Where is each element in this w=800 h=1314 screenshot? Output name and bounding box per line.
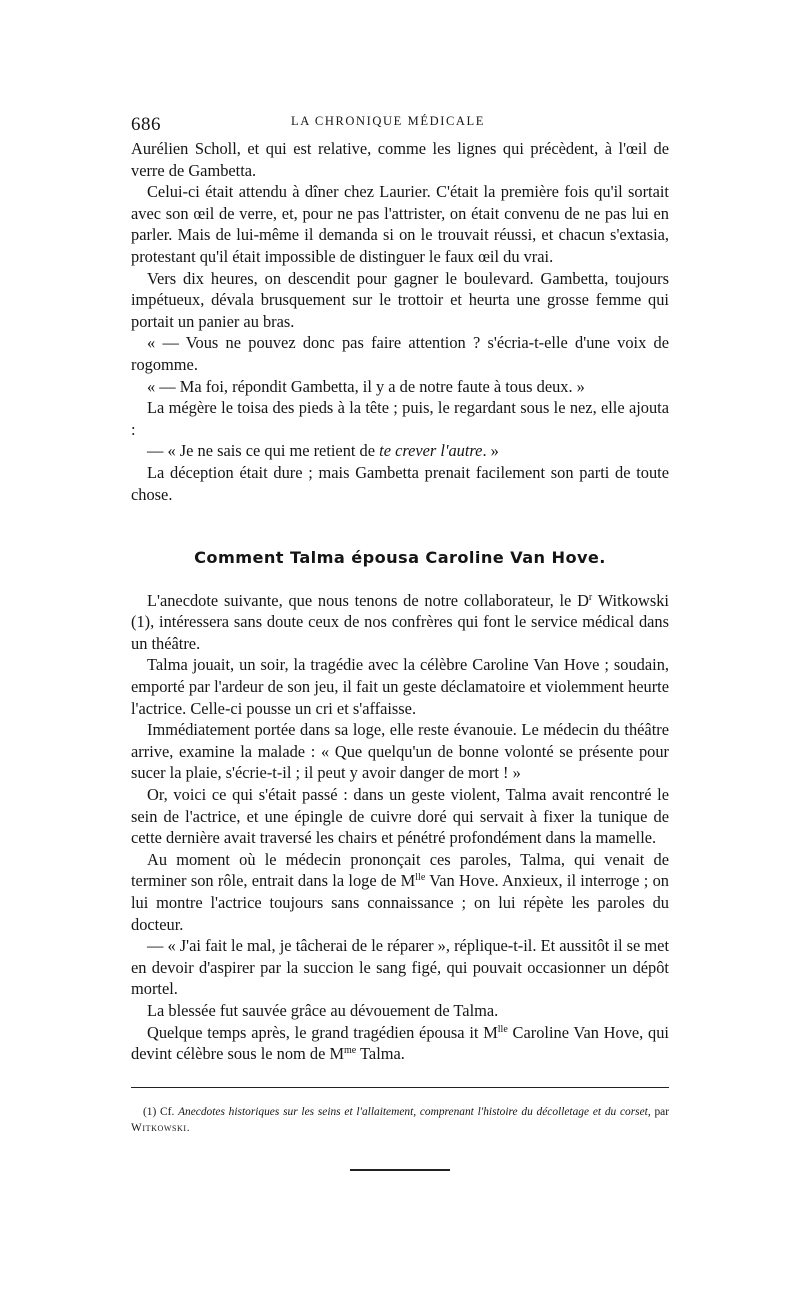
paragraph: — « J'ai fait le mal, je tâcherai de le réparer », réplique-t-il. Et aussitôt il se met en devoir d'aspirer par la succion le sang figé, qui pouvait occasionner un dépôt mortel. <box>131 936 669 999</box>
paragraph: Aurélien Scholl, et qui est relative, comme les lignes qui précèdent, à l'œil de verre de Gambetta. <box>131 139 669 180</box>
article-body <box>131 138 669 1065</box>
paragraph: La mégère le toisa des pieds à la tête ; puis, le regardant sous le nez, elle ajouta : <box>131 398 669 439</box>
intro-sup: r <box>588 591 593 603</box>
medecin-before: Au moment où le médecin prononçait ces paroles, Talma, qui venait de terminer son rôle, entrait dans la loge de M <box>131 849 669 891</box>
footnote-marker: (1) Cf. <box>143 1105 179 1118</box>
paragraph <box>131 1022 669 1065</box>
book-page <box>131 108 669 1171</box>
medecin-after: Van Hove. Anxieux, il interroge ; on lui montre l'actrice toujours sans connaissance ; on lui répète les paroles du docteur. <box>131 871 669 934</box>
paragraph: Vers dix heures, on descendit pour gagner le boulevard. Gambetta, toujours impétueux, dévala brusquement sur le trottoir et heurta une grosse femme qui portait un panier au bras. <box>131 268 669 331</box>
page-number: 686 <box>131 114 161 135</box>
quote-line <box>131 440 669 462</box>
footnote-by: par <box>650 1105 669 1118</box>
final-part1: Quelque temps après, le grand tragédien épousa it M <box>147 1022 498 1042</box>
final-part2: Caroline Van Hove, qui devint célèbre sous le nom de M <box>131 1022 669 1064</box>
footnote-title: Anecdotes historiques sur les seins et l'allaitement, comprenant l'histoire du décolletage et du corset, <box>178 1105 651 1118</box>
running-title: LA CHRONIQUE MÉDICALE <box>291 114 486 128</box>
paragraph: Immédiatement portée dans sa loge, elle reste évanouie. Le médecin du théâtre arrive, examine la malade : « Que quelqu'un de bonne volonté se présente pour sucer la plaie, s'écrie-t-il ; il peut y avoir danger de mort ! » <box>131 720 669 783</box>
quote-before: — « Je ne sais ce qui me retient de <box>147 441 380 461</box>
footnote-author: Witkowski. <box>131 1121 191 1134</box>
footnote <box>131 1104 669 1136</box>
quote-italic: te crever l'autre <box>379 441 483 461</box>
intro-before: L'anecdote suivante, que nous tenons de notre collaborateur, le D <box>147 590 589 610</box>
intro-after: Witkowski (1), intéressera sans doute ceux de nos confrères qui font le service médical dans un théâtre. <box>131 590 669 653</box>
medecin-sup: lle <box>415 872 426 884</box>
end-rule <box>350 1169 450 1171</box>
footnote-divider <box>131 1087 669 1088</box>
paragraph <box>131 590 669 655</box>
paragraph: Celui-ci était attendu à dîner chez Laurier. C'était la première fois qu'il sortait avec son œil de verre, et, pour ne pas l'attrister, on était convenu de ne pas lui en parler. Mais de lui-même il demanda si on le trouvait réussi, et chacun s'extasia, protestant qu'il était impossible de distinguer le faux œil du vrai. <box>131 182 669 266</box>
final-sup1: lle <box>497 1023 508 1035</box>
paragraph: Talma jouait, un soir, la tragédie avec la célèbre Caroline Van Hove ; soudain, emporté par l'ardeur de son jeu, il fait un geste déclamatoire et violemment heurte l'actrice. Celle-ci pousse un cri et s'affaisse. <box>131 655 669 718</box>
dialogue-line: « — Vous ne pouvez donc pas faire attention ? s'écria-t-elle d'une voix de rogomme. <box>131 333 669 374</box>
final-part3: Talma. <box>356 1044 405 1064</box>
paragraph: Or, voici ce qui s'était passé : dans un geste violent, Talma avait rencontré le sein de l'actrice, et une épingle de cuivre doré qui servait à fixer la tunique de cette dernière avait traversé les chairs et pénétré profondément dans la mamelle. <box>131 785 669 848</box>
paragraph <box>131 849 669 935</box>
final-sup2: me <box>344 1045 357 1057</box>
paragraph: La déception était dure ; mais Gambetta prenait facilement son parti de toute chose. <box>131 462 669 504</box>
section-title: Comment Talma épousa Caroline Van Hove. <box>194 548 606 568</box>
paragraph: La blessée fut sauvée grâce au dévouement de Talma. <box>147 1000 499 1020</box>
quote-after: . » <box>482 441 499 461</box>
dialogue-line: « — Ma foi, répondit Gambetta, il y a de notre faute à tous deux. » <box>147 376 585 396</box>
page-header <box>131 108 669 138</box>
